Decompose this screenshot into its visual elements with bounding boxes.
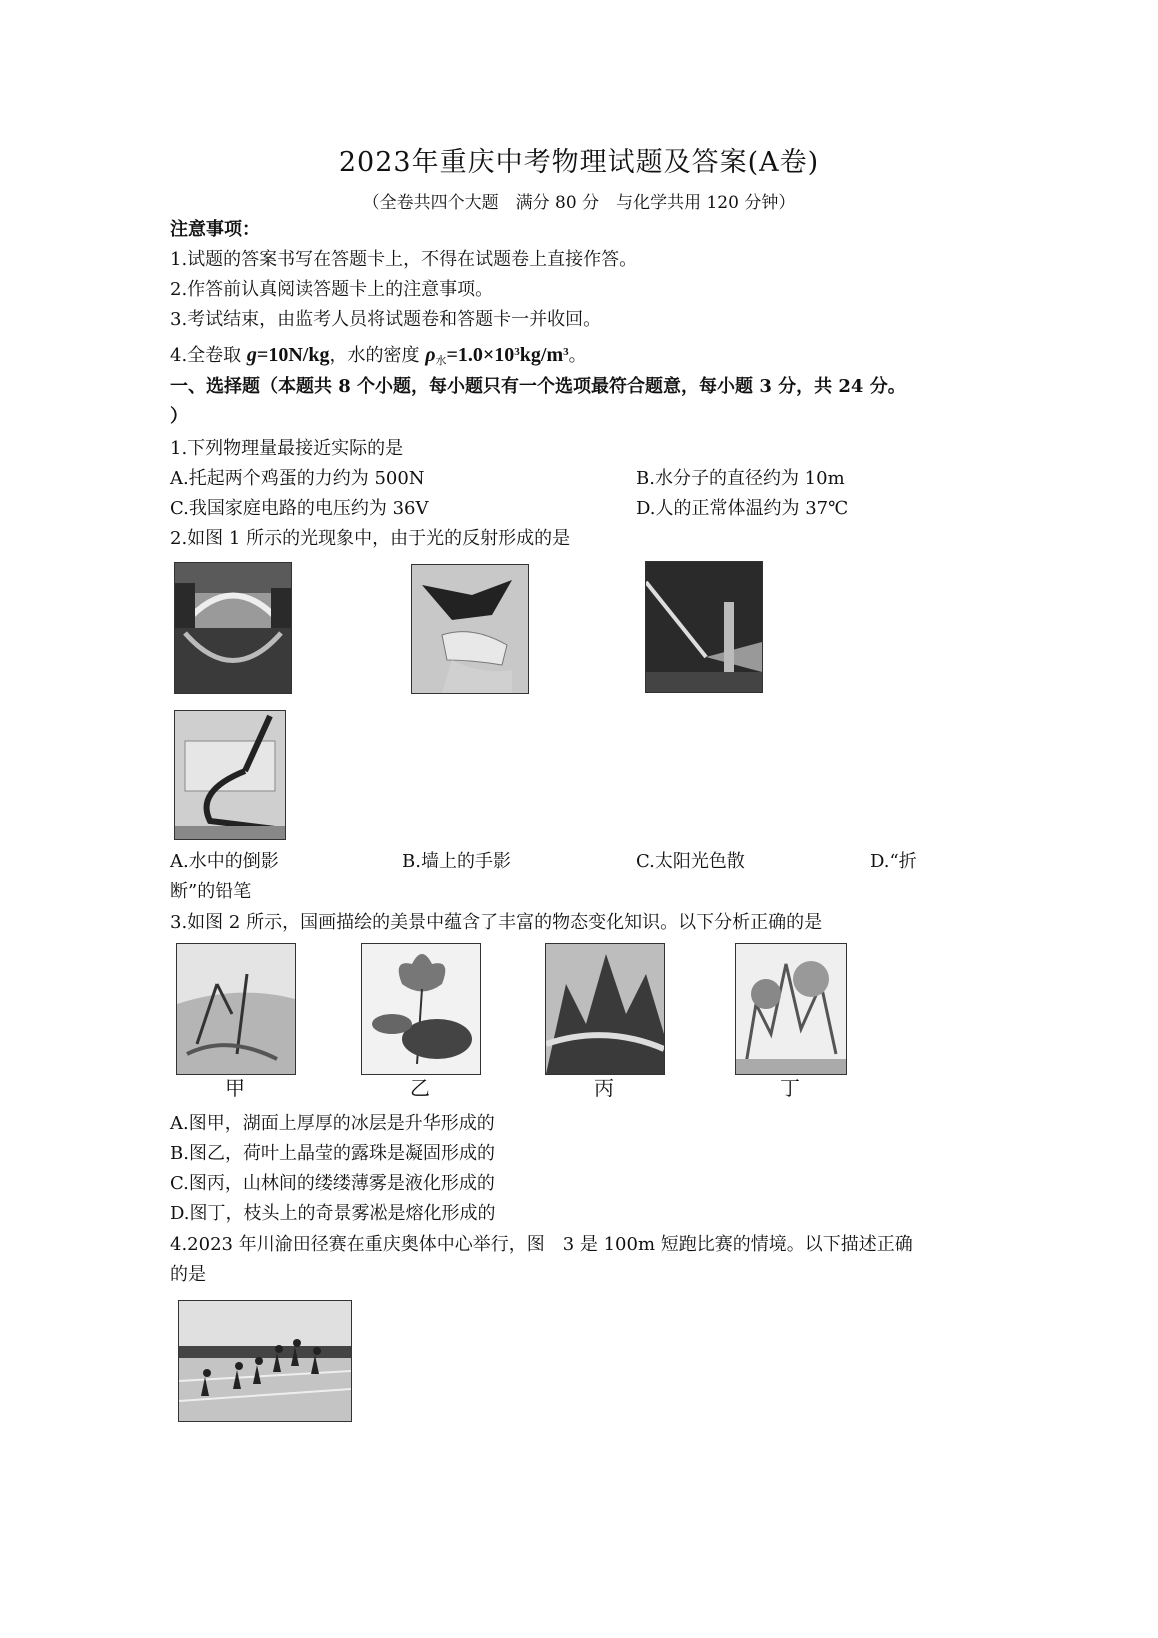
notice-item-4-end: 。 <box>568 345 587 366</box>
g-symbol: g <box>246 344 257 366</box>
painting-caption-bing: 丙 <box>594 1076 614 1100</box>
q2-option-a: A.水中的倒影 <box>170 851 279 872</box>
notice-item-4-mid: ，水的密度 <box>329 345 420 366</box>
q3-option-b: B.图乙，荷叶上晶莹的露珠是凝固形成的 <box>170 1143 495 1164</box>
q1-option-d: D.人的正常体温约为 37℃ <box>636 498 849 519</box>
hand-shadow-photo <box>411 564 529 694</box>
notice-item-4 <box>170 340 587 373</box>
notice-item-1: 1.试题的答案书写在答题卡上，不得在试题卷上直接作答。 <box>170 249 638 270</box>
q2-option-c: C.太阳光色散 <box>636 851 745 872</box>
q4-stem-cont: 的是 <box>170 1264 206 1285</box>
notice-item-2: 2.作答前认真阅读答题卡上的注意事项。 <box>170 279 494 300</box>
rho-exponent: 3 <box>514 346 520 358</box>
q1-option-c: C.我国家庭电路的电压约为 36V <box>170 498 429 519</box>
rho-value: =1.0×10 <box>446 344 515 366</box>
painting-caption-ding: 丁 <box>780 1076 800 1100</box>
q1-stem: 1.下列物理量最接近实际的是 <box>170 438 404 459</box>
density-formula <box>425 344 568 366</box>
q4-stem: 4.2023 年川渝田径赛在重庆奥体中心举行，图 3 是 100m 短跑比赛的情境。以下描述正确 <box>170 1234 913 1255</box>
notice-item-4-prefix: 4.全卷取 <box>170 345 242 366</box>
rho-unit: kg/m <box>519 344 564 366</box>
bridge-reflection-photo <box>174 562 292 694</box>
section-1-heading-cont: ） <box>170 406 188 427</box>
q2-option-d: D.“折 <box>870 851 917 872</box>
painting-caption-yi: 乙 <box>410 1076 430 1100</box>
q3-option-d: D.图丁，枝头上的奇景雾凇是熔化形成的 <box>170 1203 496 1224</box>
q2-option-d-cont: 断”的铅笔 <box>170 881 252 902</box>
broken-pencil-photo <box>174 710 286 840</box>
q2-option-b: B.墙上的手影 <box>402 851 511 872</box>
notice-heading: 注意事项： <box>170 219 260 240</box>
notice-item-3: 3.考试结束，由监考人员将试题卷和答题卡一并收回。 <box>170 309 602 330</box>
rho-unit-exponent: 3 <box>563 346 569 358</box>
painting-yi <box>361 943 481 1075</box>
rho-symbol: ρ <box>425 344 436 366</box>
prism-dispersion-photo <box>645 561 763 693</box>
g-value: =10N/kg <box>256 344 330 366</box>
gravity-formula <box>247 344 330 366</box>
page-subtitle: （全卷共四个大题 满分 80 分 与化学共用 120 分钟） <box>362 193 796 213</box>
q1-option-b: B.水分子的直径约为 10m <box>636 468 845 489</box>
painting-jia <box>176 943 296 1075</box>
q1-option-a: A.托起两个鸡蛋的力约为 500N <box>170 468 425 489</box>
rho-subscript: 水 <box>435 355 447 367</box>
painting-caption-jia: 甲 <box>225 1076 245 1100</box>
q3-option-c: C.图丙，山林间的缕缕薄雾是液化形成的 <box>170 1173 495 1194</box>
painting-bing <box>545 943 665 1075</box>
q2-stem: 2.如图 1 所示的光现象中，由于光的反射形成的是 <box>170 528 571 549</box>
painting-ding <box>735 943 847 1075</box>
page-title: 2023年重庆中考物理试题及答案(A卷) <box>338 147 820 178</box>
section-1-heading: 一、选择题（本题共 8 个小题，每小题只有一个选项最符合题意，每小题 3 分，共 24 分。 <box>170 376 906 397</box>
q3-stem: 3.如图 2 所示，国画描绘的美景中蕴含了丰富的物态变化知识。以下分析正确的是 <box>170 912 823 933</box>
q3-option-a: A.图甲，湖面上厚厚的冰层是升华形成的 <box>170 1113 495 1134</box>
sprint-race-photo <box>178 1300 352 1422</box>
